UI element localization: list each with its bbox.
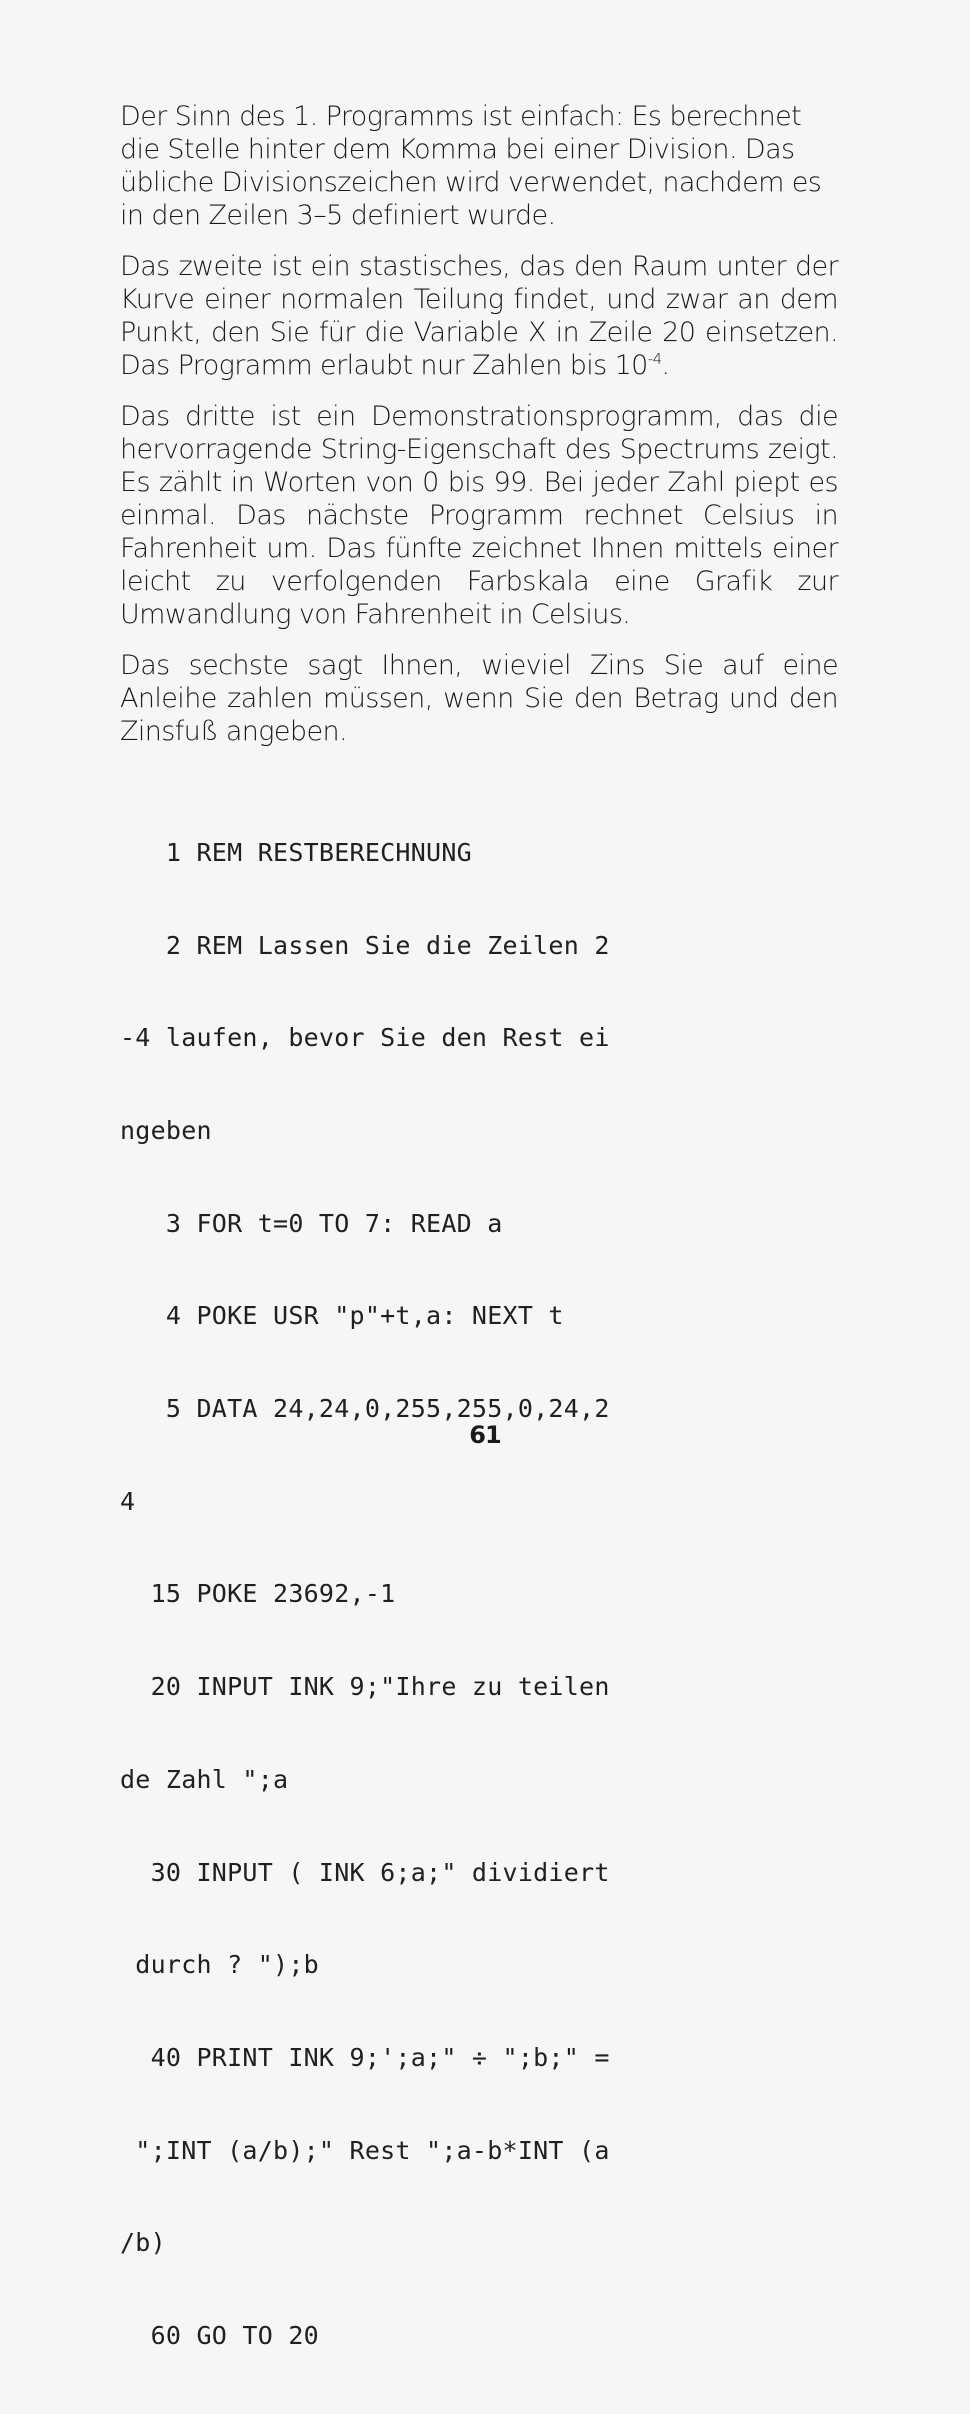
listing-line: 1 REM RESTBERECHNUNG [120, 837, 472, 867]
power-exponent: -4 [647, 350, 662, 368]
listing-line: ngeben [120, 1115, 212, 1145]
paragraph-1: Der Sinn des 1. Programms ist einfach: Es berechnet die Stelle hinter dem Komma bei einer Division. Das übliche Divisionszeichen wird verwendet, nachdem es in den Zeilen 3–5 definiert wurde. [120, 101, 822, 231]
listing-line: 15 POKE 23692,-1 [120, 1579, 396, 1609]
listing-line: /b) [120, 2228, 166, 2258]
paragraph-2 [120, 250, 838, 382]
listing-line: 5 DATA 24,24,0,255,255,0,24,2 [120, 1394, 610, 1424]
listing-line: -4 laufen, bevor Sie den Rest ei [120, 1023, 610, 1053]
listing-line: 40 PRINT INK 9;';a;" ÷ ";b;" = [120, 2042, 610, 2072]
page-number: 61 [469, 1421, 501, 1449]
listing-line: ";INT (a/b);" Rest ";a-b*INT (a [120, 2135, 610, 2165]
paragraph-3: Das dritte ist ein Demonstrationsprogramm, das die hervorragende String-Eigenschaft des Spectrums zeigt. Es zählt in Worten von 0 bis 99. Bei jeder Zahl piept es einmal. Das nächste Programm rechnet Celsius in Fahrenheit um. Das fünfte zeichnet Ihnen mittels einer leicht zu verfolgenden Farbskala eine Grafik zur Umwandlung von Fahrenheit in Celsius. [120, 401, 838, 630]
paragraph-4: Das sechste sagt Ihnen, wieviel Zins Sie auf eine Anleihe zahlen müssen, wenn Sie den Betrag und den Zinsfuß angeben. [120, 650, 838, 747]
listing-line: 30 INPUT ( INK 6;a;" dividiert [120, 1857, 610, 1887]
power-base: 10 [614, 350, 648, 381]
basic-program-listing [120, 776, 760, 2414]
body-text [120, 100, 838, 766]
listing-line: 3 FOR t=0 TO 7: READ a [120, 1208, 503, 1238]
listing-line: 2 REM Lassen Sie die Zeilen 2 [120, 930, 610, 960]
listing-line: 60 GO TO 20 [120, 2321, 319, 2351]
listing-line: de Zahl ";a [120, 1764, 289, 1794]
paragraph-2-text: Das zweite ist ein stastisches, das den Raum unter der Kurve einer normalen Teilung findet, und zwar an dem Punkt, den Sie für die Variable X in Zeile 20 einsetzen. Das Programm erlaubt nur Zahlen bis [120, 251, 838, 381]
listing-line: 4 POKE USR "p"+t,a: NEXT t [120, 1301, 564, 1331]
listing-line: 4 [120, 1486, 136, 1516]
listing-line: durch ? ");b [120, 1950, 319, 1980]
paragraph-2-end: . [661, 350, 670, 381]
listing-line: 20 INPUT INK 9;"Ihre zu teilen [120, 1672, 610, 1702]
